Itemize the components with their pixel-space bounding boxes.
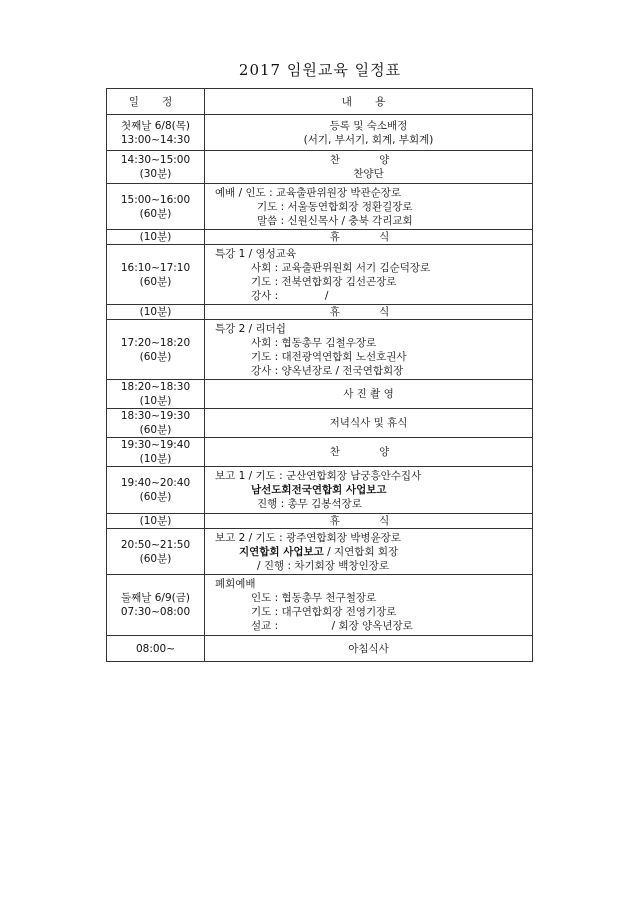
content-line: 기도 : 대구연합회장 전영기장로 — [251, 606, 397, 618]
time-label: 둘째날 6/9(금) — [120, 592, 190, 604]
table-row — [107, 115, 533, 151]
time-range: 19:30~19:40 — [120, 439, 191, 451]
time-range: 18:20~18:30 — [120, 381, 191, 393]
content-line: 폐회예배 — [215, 578, 256, 590]
time-label: 첫째날 6/8(목) — [120, 119, 190, 132]
header-content: 내 용 — [205, 89, 533, 115]
table-row — [107, 320, 533, 380]
content-line: (서기, 부서기, 회계, 부회계) — [303, 133, 434, 146]
content-line: 진행 : 총무 김봉석장로 — [257, 498, 362, 510]
content-line: 강사 : 양옥년장로 / 전국연합회장 — [251, 364, 404, 377]
content-line: 특강 1 / 영성교육 — [215, 247, 297, 260]
content-line: 찬 양 — [205, 438, 533, 467]
duration: (60분) — [139, 275, 172, 288]
content-line: 보고 1 / 기도 : 군산연합회장 남궁흥안수집사 — [215, 470, 422, 482]
duration: (10분) — [107, 305, 205, 320]
table-row — [107, 305, 533, 320]
content-line: 예배 / 인도 : 교육출판위원장 박관순장로 — [215, 186, 402, 199]
break-label: 휴 식 — [205, 230, 533, 245]
time-range: 13:00~14:30 — [120, 133, 191, 146]
content-line: / 지연합회 회장 — [323, 545, 399, 558]
content-line: 말씀 : 신원신목사 / 충북 각리교회 — [257, 214, 413, 227]
content-line: 사 진 촬 영 — [205, 380, 533, 409]
time-range: 08:00~ — [107, 636, 205, 662]
content-line: 보고 2 / 기도 : 광주연합회장 박병윤장로 — [215, 531, 401, 544]
time-range: 18:30~19:30 — [120, 410, 191, 422]
table-row — [107, 438, 533, 467]
content-line: 지연합회 사업보고 — [239, 545, 324, 558]
table-row — [107, 380, 533, 409]
content-line: 인도 : 협동총무 천구철장로 — [251, 592, 377, 604]
duration: (60분) — [139, 207, 172, 220]
content-line: 찬양단 — [353, 168, 384, 180]
page-title: 2017 임원교육 일정표 — [238, 61, 402, 79]
break-label: 휴 식 — [205, 514, 533, 529]
table-row — [107, 230, 533, 245]
table-row — [107, 529, 533, 575]
content-line: 아침식사 — [205, 636, 533, 662]
time-range: 19:40~20:40 — [120, 477, 191, 489]
content-line: 등록 및 숙소배정 — [329, 119, 408, 132]
duration: (30분) — [139, 168, 172, 180]
content-line: 강사 : / — [251, 289, 329, 302]
content-line: 저녁식사 및 휴식 — [205, 409, 533, 438]
header-time: 일 정 — [107, 89, 205, 115]
table-row — [107, 409, 533, 438]
table-row — [107, 514, 533, 529]
table-row — [107, 151, 533, 184]
table-row — [107, 575, 533, 636]
duration: (60분) — [139, 350, 172, 363]
content-line: 찬 양 — [329, 154, 408, 166]
schedule-table — [106, 88, 533, 662]
content-line: 특강 2 / 리더쉽 — [215, 322, 286, 335]
content-line: 기도 : 전북연합회장 김선곤장로 — [251, 275, 397, 288]
content-line: / 진행 : 차기회장 백창인장로 — [257, 559, 389, 572]
time-range: 14:30~15:00 — [120, 154, 191, 166]
time-range: 15:00~16:00 — [120, 193, 191, 206]
content-line: 기도 : 대전광역연합회 노선호권사 — [251, 350, 407, 363]
table-row — [107, 636, 533, 662]
duration: (60분) — [139, 424, 172, 436]
duration: (10분) — [107, 514, 205, 529]
table-row — [107, 245, 533, 305]
content-line: 사회 : 교육출판위원회 서기 김순덕장로 — [251, 261, 431, 274]
duration: (10분) — [139, 453, 172, 465]
break-label: 휴 식 — [205, 305, 533, 320]
time-range: 16:10~17:10 — [120, 261, 191, 274]
duration: (10분) — [139, 395, 172, 407]
duration: (60분) — [139, 552, 172, 565]
duration: (60분) — [139, 491, 172, 503]
table-row — [107, 467, 533, 514]
content-line: 설교 : / 회장 양옥년장로 — [251, 620, 413, 632]
header-row — [107, 89, 533, 115]
time-range: 17:20~18:20 — [120, 336, 191, 349]
content-line: 사회 : 협동총무 김철우장로 — [251, 336, 377, 349]
time-range: 07:30~08:00 — [120, 606, 191, 618]
content-line: 남선도회전국연합회 사업보고 — [251, 484, 387, 496]
time-range: 20:50~21:50 — [120, 538, 191, 551]
content-line: 기도 : 서울동연합회장 정환길장로 — [257, 200, 413, 213]
table-row — [107, 184, 533, 230]
duration: (10분) — [107, 230, 205, 245]
